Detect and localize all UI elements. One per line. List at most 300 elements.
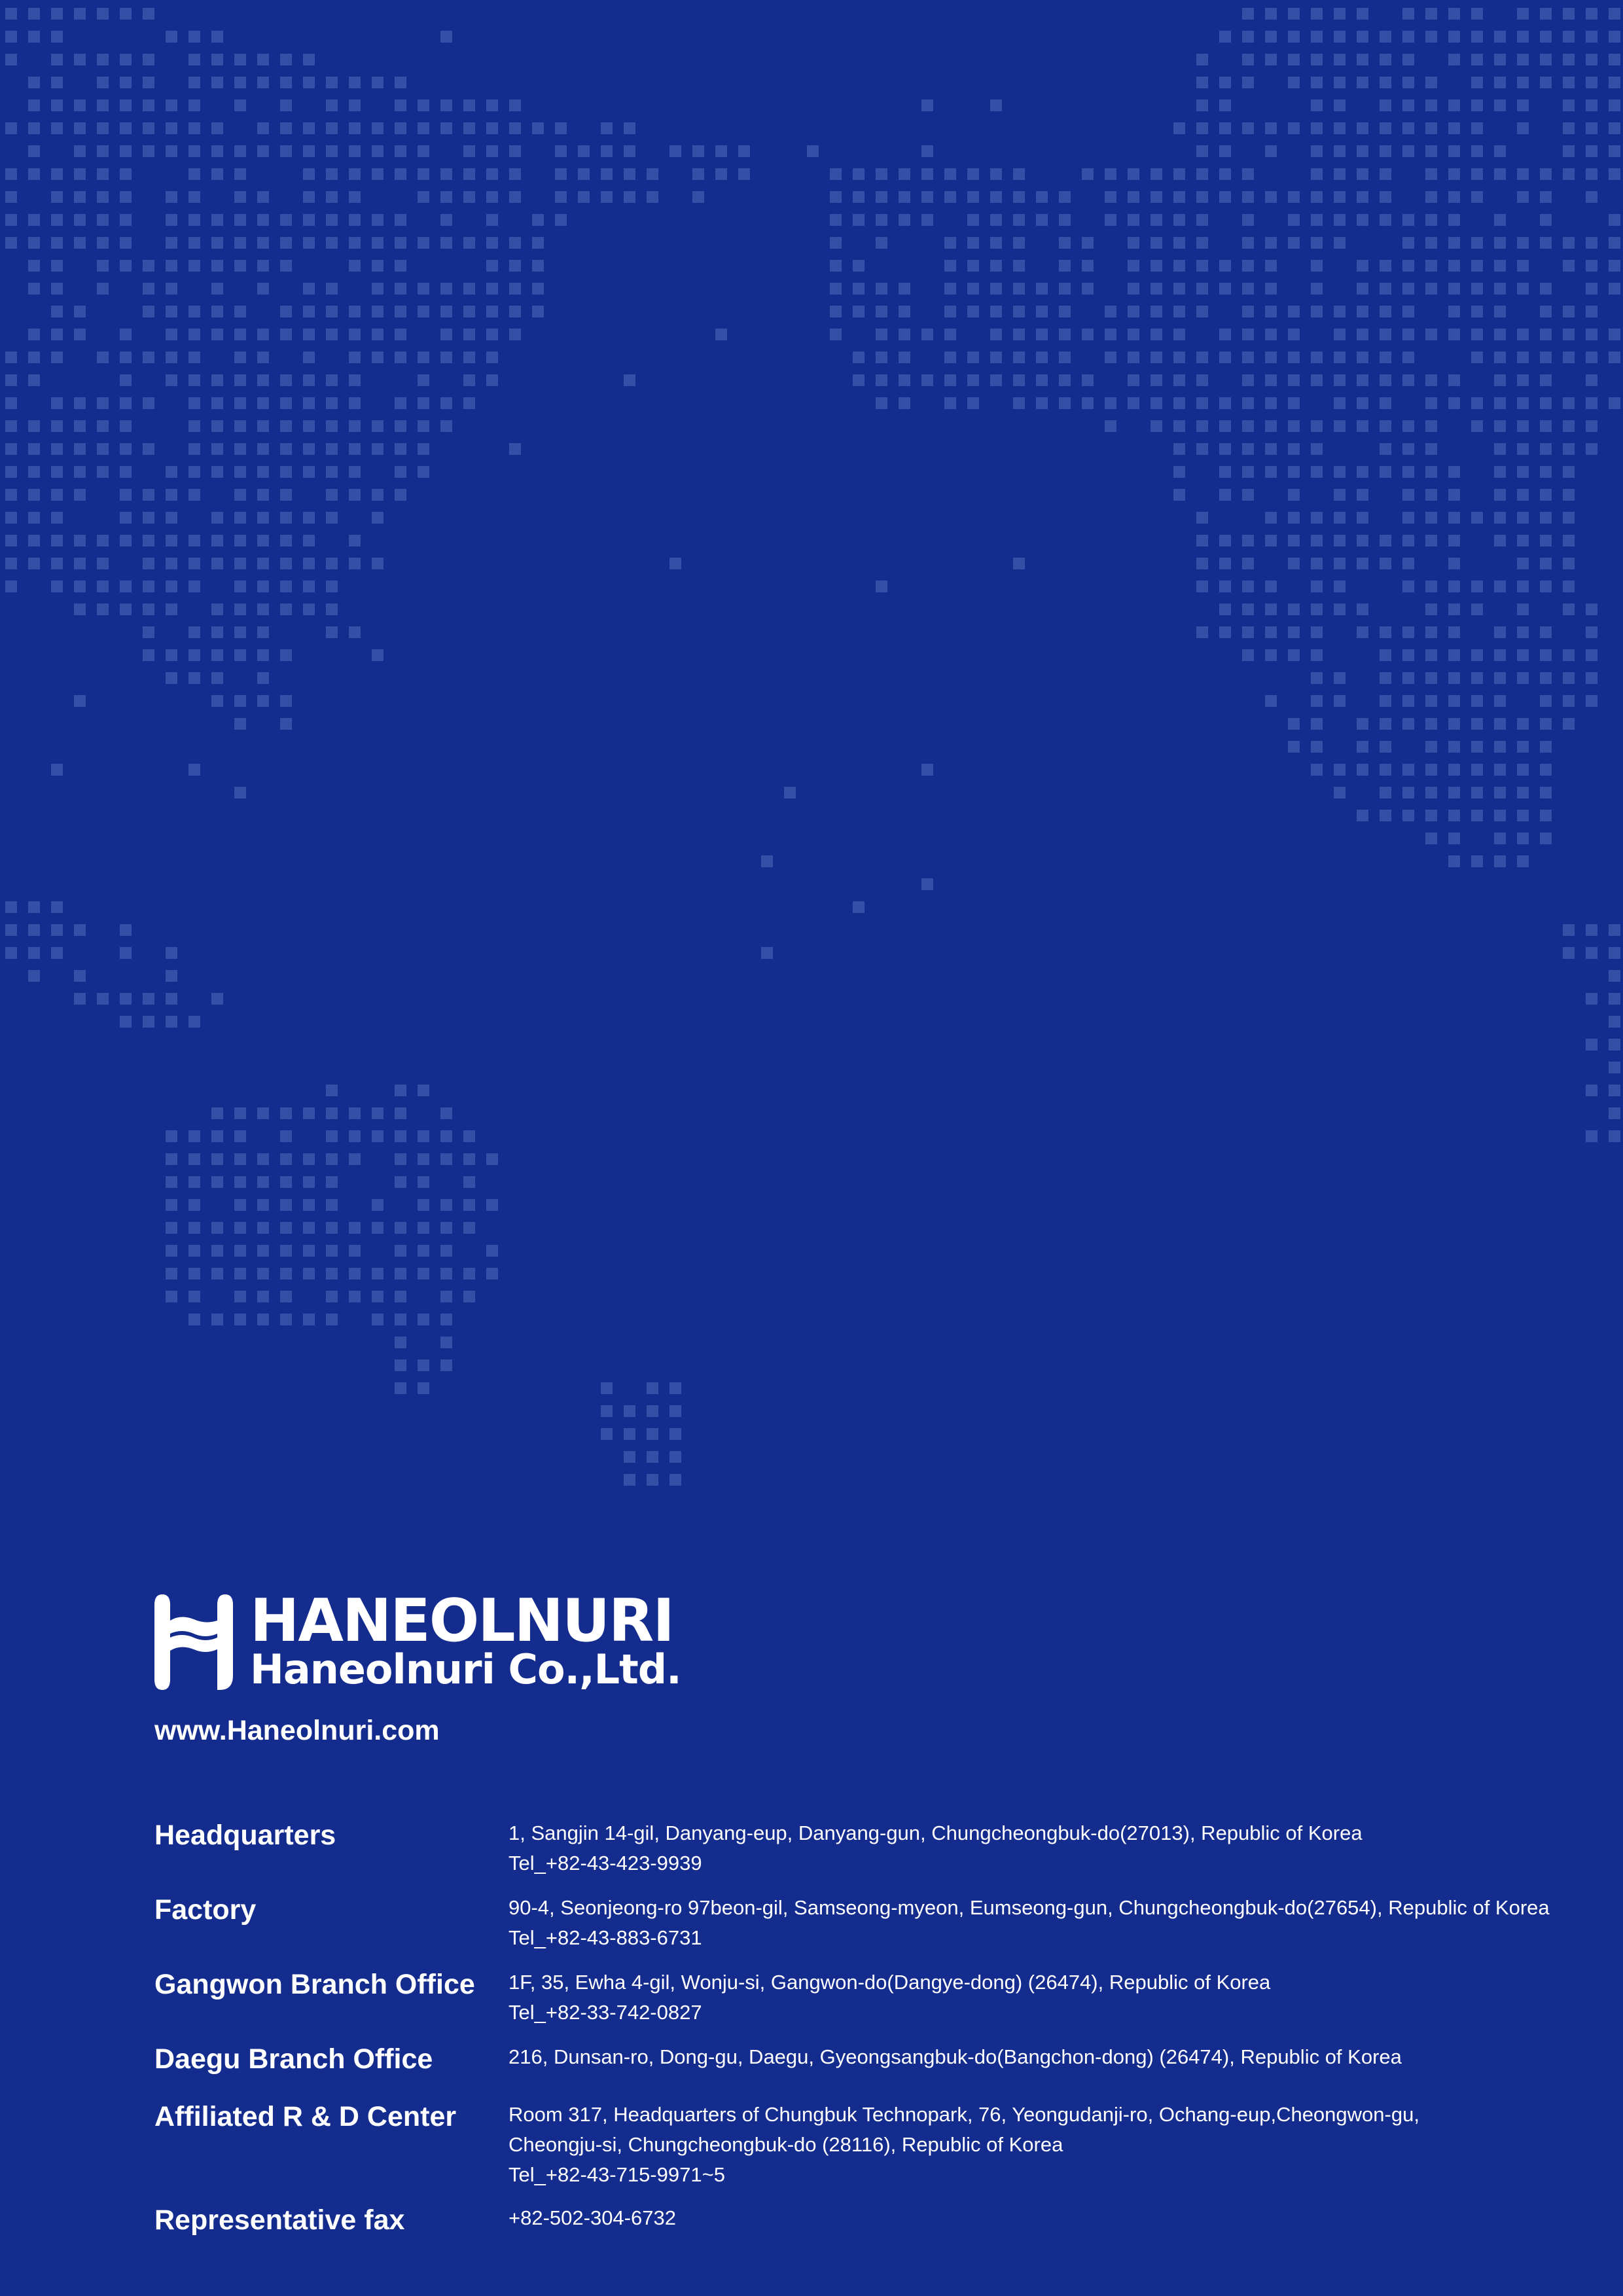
- map-dot: [188, 1016, 200, 1028]
- map-dot: [1402, 512, 1414, 524]
- map-dot: [326, 1222, 338, 1234]
- map-dot: [211, 122, 223, 134]
- map-dot: [1219, 145, 1231, 157]
- map-dot: [1494, 329, 1506, 340]
- map-dot: [5, 214, 17, 226]
- map-dot: [143, 443, 154, 455]
- office-daegu-branch: [154, 2042, 1568, 2076]
- map-dot: [234, 512, 246, 524]
- map-dot: [1448, 512, 1460, 524]
- map-dot: [1105, 168, 1116, 180]
- map-dot: [1013, 214, 1025, 226]
- map-dot: [188, 558, 200, 569]
- map-dot: [1609, 237, 1620, 249]
- map-dot: [463, 283, 475, 295]
- map-dot: [97, 558, 109, 569]
- map-dot: [1448, 283, 1460, 295]
- map-dot: [1517, 626, 1529, 638]
- map-dot: [1586, 443, 1597, 455]
- map-dot: [166, 512, 177, 524]
- map-dot: [1334, 145, 1346, 157]
- map-dot: [738, 145, 750, 157]
- map-dot: [1288, 54, 1300, 65]
- map-dot: [234, 351, 246, 363]
- map-dot: [1402, 649, 1414, 661]
- map-dot: [395, 466, 406, 478]
- map-dot: [1448, 191, 1460, 203]
- map-dot: [463, 1153, 475, 1165]
- map-dot: [120, 99, 132, 111]
- map-dot: [234, 603, 246, 615]
- map-dot: [97, 535, 109, 547]
- map-dot: [326, 1314, 338, 1325]
- map-dot: [555, 191, 567, 203]
- map-dot: [1013, 374, 1025, 386]
- map-dot: [1150, 214, 1162, 226]
- map-dot: [51, 443, 63, 455]
- map-dot: [1013, 237, 1025, 249]
- map-dot: [1471, 31, 1483, 43]
- map-dot: [51, 924, 63, 936]
- map-dot: [74, 99, 86, 111]
- map-dot: [74, 443, 86, 455]
- map-dot: [1540, 489, 1552, 501]
- map-dot: [372, 168, 383, 180]
- map-dot: [395, 1153, 406, 1165]
- map-dot: [990, 99, 1002, 111]
- map-dot: [1402, 466, 1414, 478]
- map-dot: [28, 99, 40, 111]
- map-dot: [97, 283, 109, 295]
- map-dot: [440, 191, 452, 203]
- map-dot: [1586, 947, 1597, 959]
- map-dot: [1609, 329, 1620, 340]
- map-dot: [280, 260, 292, 272]
- map-dot: [280, 535, 292, 547]
- map-dot: [1357, 741, 1368, 753]
- map-dot: [1471, 787, 1483, 798]
- map-dot: [349, 443, 361, 455]
- map-dot: [1586, 695, 1597, 707]
- map-dot: [234, 54, 246, 65]
- map-dot: [830, 306, 842, 317]
- map-dot: [5, 489, 17, 501]
- map-dot: [349, 1245, 361, 1257]
- map-dot: [1334, 77, 1346, 88]
- map-dot: [1517, 581, 1529, 592]
- map-dot: [166, 306, 177, 317]
- map-dot: [578, 168, 590, 180]
- map-dot: [1357, 260, 1368, 272]
- map-dot: [944, 283, 956, 295]
- map-dot: [211, 1107, 223, 1119]
- map-dot: [51, 8, 63, 20]
- map-dot: [532, 237, 544, 249]
- map-dot: [1242, 329, 1254, 340]
- map-dot: [1196, 260, 1208, 272]
- map-dot: [1517, 8, 1529, 20]
- map-dot: [188, 77, 200, 88]
- map-dot: [120, 512, 132, 524]
- map-dot: [166, 581, 177, 592]
- map-dot: [1425, 718, 1437, 730]
- map-dot: [28, 558, 40, 569]
- map-dot: [1380, 466, 1391, 478]
- map-dot: [463, 1199, 475, 1211]
- map-dot: [1311, 191, 1323, 203]
- map-dot: [1334, 581, 1346, 592]
- map-dot: [211, 420, 223, 432]
- map-dot: [1150, 306, 1162, 317]
- map-dot: [234, 191, 246, 203]
- map-dot: [1448, 558, 1460, 569]
- map-dot: [1173, 397, 1185, 409]
- map-dot: [1196, 397, 1208, 409]
- map-dot: [899, 374, 910, 386]
- map-dot: [578, 191, 590, 203]
- map-dot: [1242, 283, 1254, 295]
- map-dot: [509, 99, 521, 111]
- map-dot: [532, 283, 544, 295]
- map-dot: [418, 1222, 429, 1234]
- map-dot: [326, 466, 338, 478]
- map-dot: [1425, 603, 1437, 615]
- map-dot: [349, 145, 361, 157]
- map-dot: [1586, 145, 1597, 157]
- map-dot: [1242, 168, 1254, 180]
- map-dot: [1357, 558, 1368, 569]
- map-dot: [372, 237, 383, 249]
- map-dot: [143, 649, 154, 661]
- map-dot: [1494, 787, 1506, 798]
- map-dot: [1448, 764, 1460, 776]
- map-dot: [1311, 420, 1323, 432]
- map-dot: [395, 420, 406, 432]
- map-dot: [1517, 283, 1529, 295]
- map-dot: [211, 1153, 223, 1165]
- map-dot: [188, 1268, 200, 1280]
- website-url[interactable]: www.Haneolnuri.com: [154, 1715, 440, 1746]
- map-dot: [51, 535, 63, 547]
- map-dot: [1013, 558, 1025, 569]
- map-dot: [692, 145, 704, 157]
- office-name: Representative fax: [154, 2204, 405, 2236]
- map-dot: [211, 1245, 223, 1257]
- map-dot: [967, 237, 979, 249]
- map-dot: [280, 77, 292, 88]
- map-dot: [326, 1153, 338, 1165]
- map-dot: [326, 374, 338, 386]
- map-dot: [1425, 99, 1437, 111]
- map-dot: [418, 397, 429, 409]
- map-dot: [1311, 306, 1323, 317]
- map-dot: [74, 214, 86, 226]
- map-dot: [5, 558, 17, 569]
- map-dot: [1540, 283, 1552, 295]
- map-dot: [97, 168, 109, 180]
- map-dot: [624, 374, 635, 386]
- map-dot: [1219, 122, 1231, 134]
- map-dot: [876, 306, 887, 317]
- map-dot: [1494, 351, 1506, 363]
- map-dot: [166, 672, 177, 684]
- map-dot: [1609, 397, 1620, 409]
- map-dot: [990, 191, 1002, 203]
- map-dot: [303, 603, 315, 615]
- map-dot: [1334, 351, 1346, 363]
- map-dot: [1311, 283, 1323, 295]
- map-dot: [1563, 535, 1575, 547]
- map-dot: [1425, 535, 1437, 547]
- map-dot: [188, 351, 200, 363]
- map-dot: [395, 283, 406, 295]
- map-dot: [188, 260, 200, 272]
- map-dot: [395, 77, 406, 88]
- map-dot: [1380, 626, 1391, 638]
- map-dot: [1380, 260, 1391, 272]
- map-dot: [1265, 237, 1277, 249]
- map-dot: [1265, 649, 1277, 661]
- map-dot: [807, 145, 819, 157]
- map-dot: [303, 306, 315, 317]
- map-dot: [234, 1153, 246, 1165]
- map-dot: [1059, 351, 1071, 363]
- map-dot: [234, 1199, 246, 1211]
- map-dot: [1540, 512, 1552, 524]
- map-dot: [1471, 810, 1483, 821]
- map-dot: [1242, 581, 1254, 592]
- map-dot: [1517, 122, 1529, 134]
- map-dot: [1219, 420, 1231, 432]
- map-dot: [463, 237, 475, 249]
- map-dot: [1494, 466, 1506, 478]
- map-dot: [1357, 489, 1368, 501]
- map-dot: [1425, 122, 1437, 134]
- map-dot: [418, 1314, 429, 1325]
- map-dot: [1402, 351, 1414, 363]
- map-dot: [899, 329, 910, 340]
- map-dot: [1311, 649, 1323, 661]
- map-dot: [1494, 31, 1506, 43]
- map-dot: [1609, 1039, 1620, 1050]
- map-dot: [418, 1268, 429, 1280]
- map-dot: [28, 535, 40, 547]
- map-dot: [1380, 31, 1391, 43]
- map-dot: [395, 168, 406, 180]
- map-dot: [257, 260, 269, 272]
- map-dot: [143, 993, 154, 1005]
- map-dot: [1609, 260, 1620, 272]
- map-dot: [166, 1199, 177, 1211]
- map-dot: [1425, 31, 1437, 43]
- map-dot: [1242, 54, 1254, 65]
- map-dot: [1265, 535, 1277, 547]
- map-dot: [1265, 603, 1277, 615]
- map-dot: [1540, 741, 1552, 753]
- map-dot: [647, 1405, 658, 1417]
- map-dot: [51, 237, 63, 249]
- map-dot: [97, 145, 109, 157]
- map-dot: [1609, 351, 1620, 363]
- map-dot: [166, 558, 177, 569]
- map-dot: [1448, 489, 1460, 501]
- map-dot: [1402, 787, 1414, 798]
- map-dot: [1402, 8, 1414, 20]
- map-dot: [1265, 122, 1277, 134]
- map-dot: [257, 214, 269, 226]
- map-dot: [1517, 672, 1529, 684]
- map-dot: [418, 1130, 429, 1142]
- map-dot: [395, 1291, 406, 1302]
- map-dot: [188, 1222, 200, 1234]
- map-dot: [1013, 260, 1025, 272]
- map-dot: [1196, 535, 1208, 547]
- map-dot: [257, 1153, 269, 1165]
- map-dot: [234, 695, 246, 707]
- map-dot: [1311, 145, 1323, 157]
- map-dot: [1173, 420, 1185, 432]
- map-dot: [372, 306, 383, 317]
- map-dot: [486, 329, 498, 340]
- map-dot: [1242, 260, 1254, 272]
- map-dot: [234, 329, 246, 340]
- map-dot: [1471, 99, 1483, 111]
- map-dot: [1402, 31, 1414, 43]
- map-dot: [1196, 214, 1208, 226]
- map-dot: [211, 214, 223, 226]
- map-dot: [1563, 54, 1575, 65]
- map-dot: [1380, 810, 1391, 821]
- map-dot: [418, 1245, 429, 1257]
- map-dot: [120, 329, 132, 340]
- office-list: [154, 1818, 1568, 2237]
- map-dot: [395, 122, 406, 134]
- map-dot: [761, 947, 773, 959]
- map-dot: [257, 603, 269, 615]
- map-dot: [5, 901, 17, 913]
- map-dot: [440, 122, 452, 134]
- map-dot: [1494, 99, 1506, 111]
- map-dot: [1288, 77, 1300, 88]
- map-dot: [1173, 351, 1185, 363]
- map-dot: [395, 99, 406, 111]
- map-dot: [1425, 649, 1437, 661]
- map-dot: [1357, 77, 1368, 88]
- map-dot: [1150, 329, 1162, 340]
- map-dot: [1334, 535, 1346, 547]
- map-dot: [486, 145, 498, 157]
- map-dot: [326, 1085, 338, 1096]
- map-dot: [166, 99, 177, 111]
- map-dot: [395, 1130, 406, 1142]
- map-dot: [944, 329, 956, 340]
- map-dot: [1586, 168, 1597, 180]
- map-dot: [1448, 672, 1460, 684]
- map-dot: [28, 122, 40, 134]
- map-dot: [463, 99, 475, 111]
- map-dot: [624, 1428, 635, 1440]
- map-dot: [326, 581, 338, 592]
- map-dot: [1105, 306, 1116, 317]
- map-dot: [1173, 122, 1185, 134]
- map-dot: [1586, 924, 1597, 936]
- map-dot: [555, 214, 567, 226]
- map-dot: [1586, 283, 1597, 295]
- map-dot: [143, 283, 154, 295]
- office-address-line-1: Room 317, Headquarters of Chungbuk Technopark, 76, Yeongudanji-ro, Ochang-eup,Cheongwon-gu,: [508, 2103, 1419, 2126]
- map-dot: [143, 122, 154, 134]
- map-dot: [120, 466, 132, 478]
- map-dot: [1059, 237, 1071, 249]
- map-dot: [1563, 718, 1575, 730]
- map-dot: [5, 581, 17, 592]
- map-dot: [486, 374, 498, 386]
- map-dot: [326, 122, 338, 134]
- map-dot: [257, 1176, 269, 1188]
- map-dot: [51, 466, 63, 478]
- map-dot: [97, 99, 109, 111]
- map-dot: [418, 1382, 429, 1394]
- map-dot: [1380, 535, 1391, 547]
- map-dot: [166, 603, 177, 615]
- map-dot: [257, 420, 269, 432]
- map-dot: [440, 397, 452, 409]
- map-dot: [372, 214, 383, 226]
- map-dot: [1150, 237, 1162, 249]
- map-dot: [372, 1107, 383, 1119]
- map-dot: [1540, 558, 1552, 569]
- map-dot: [234, 1130, 246, 1142]
- map-dot: [1265, 626, 1277, 638]
- map-dot: [1265, 306, 1277, 317]
- map-dot: [486, 214, 498, 226]
- map-dot: [1563, 168, 1575, 180]
- map-dot: [372, 512, 383, 524]
- map-dot: [624, 1405, 635, 1417]
- map-dot: [372, 558, 383, 569]
- map-dot: [1494, 77, 1506, 88]
- map-dot: [486, 351, 498, 363]
- map-dot: [669, 1382, 681, 1394]
- map-dot: [28, 283, 40, 295]
- map-dot: [647, 1474, 658, 1486]
- map-dot: [257, 672, 269, 684]
- map-dot: [257, 489, 269, 501]
- map-dot: [1380, 672, 1391, 684]
- map-dot: [1448, 649, 1460, 661]
- map-dot: [1013, 351, 1025, 363]
- map-dot: [990, 260, 1002, 272]
- map-dot: [1425, 581, 1437, 592]
- map-dot: [1311, 443, 1323, 455]
- map-dot: [372, 329, 383, 340]
- map-dot: [1425, 810, 1437, 821]
- map-dot: [899, 306, 910, 317]
- map-dot: [303, 237, 315, 249]
- map-dot: [5, 443, 17, 455]
- map-dot: [280, 1176, 292, 1188]
- office-gangwon-branch: [154, 1967, 1568, 2028]
- map-dot: [1288, 374, 1300, 386]
- office-address: 1, Sangjin 14-gil, Danyang-eup, Danyang-gun, Chungcheongbuk-do(27013), Republic of Korea: [508, 1821, 1363, 1844]
- map-dot: [1173, 283, 1185, 295]
- map-dot: [1242, 191, 1254, 203]
- map-dot: [120, 260, 132, 272]
- map-dot: [509, 329, 521, 340]
- map-dot: [1196, 283, 1208, 295]
- map-dot: [440, 1291, 452, 1302]
- map-dot: [1586, 99, 1597, 111]
